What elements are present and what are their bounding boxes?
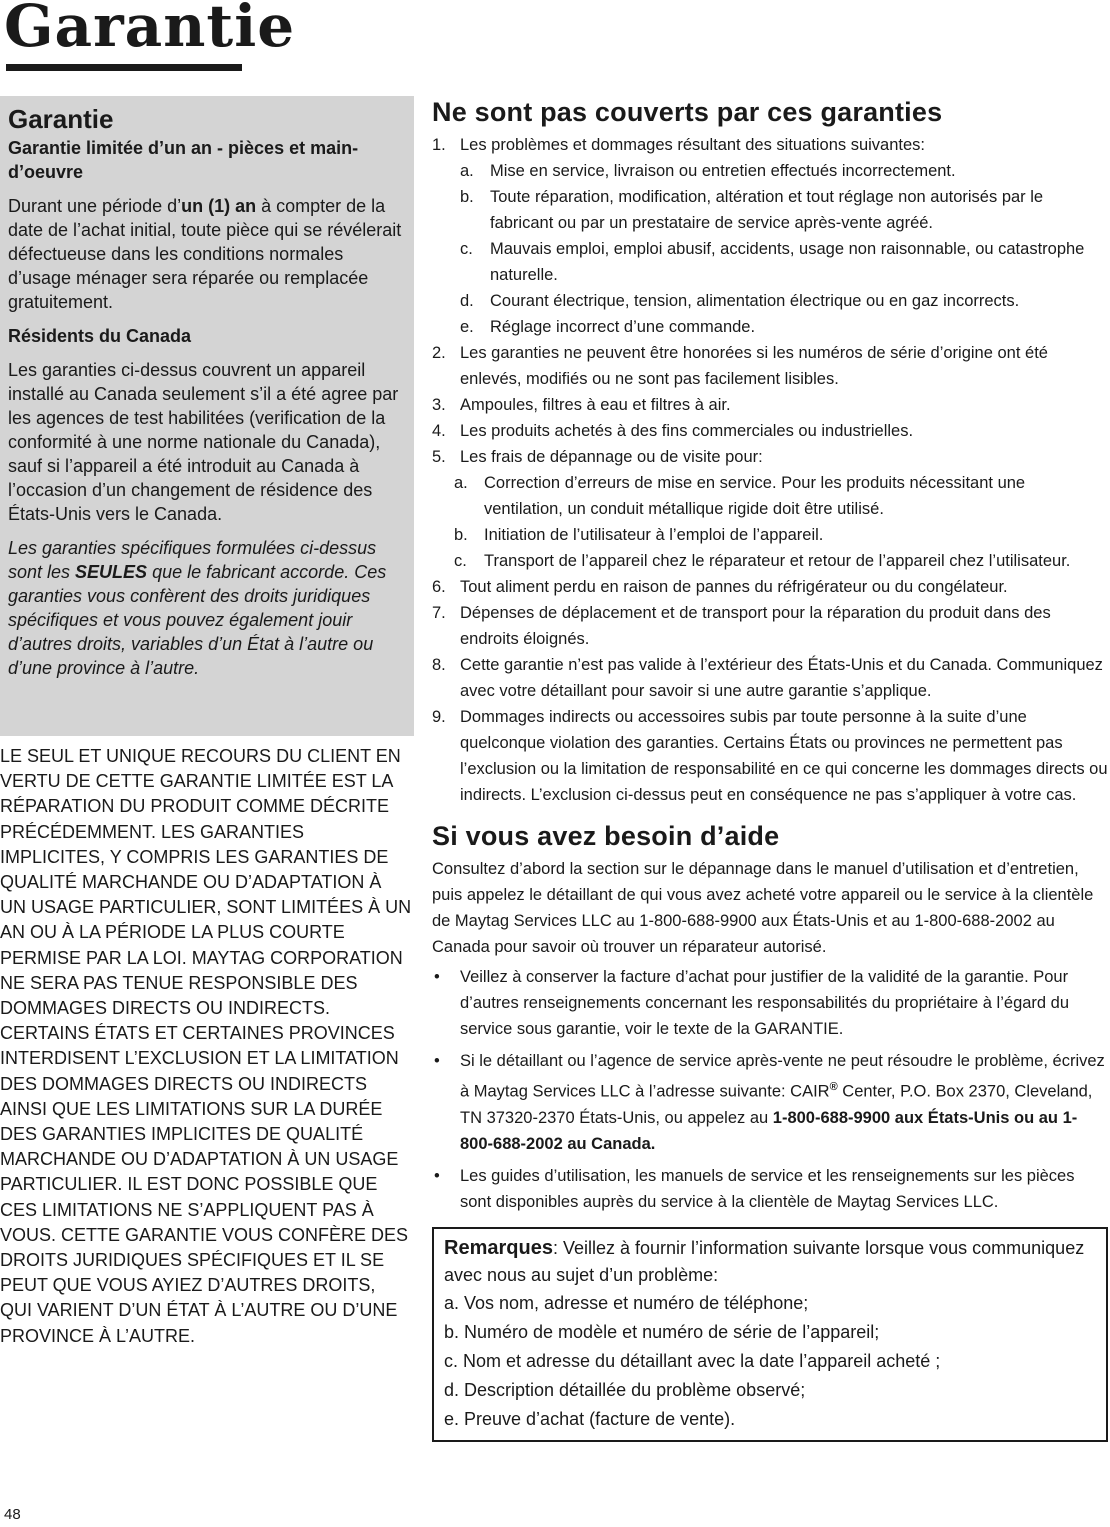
remarks-item: b. Numéro de modèle et numéro de série de l’appareil; bbox=[444, 1321, 880, 1342]
bullet-icon: • bbox=[434, 1052, 440, 1070]
help-bullet: • Les guides d’utilisation, les manuels de service et les renseignements sur les pièces sont disponibles auprès du service à la clientèle de Maytag Services LLC. bbox=[432, 1163, 1108, 1215]
list-item: 6. Tout aliment perdu en raison de pannes du réfrigérateur ou du congélateur. bbox=[432, 578, 1008, 596]
list-subitem: a. Mise en service, livraison ou entretien effectués incorrectement. bbox=[460, 162, 956, 180]
list-item: 9. Dommages indirects ou accessoires subis par toute personne à la suite d’une quelconque violation des garanties. Certains États ou provinces ne permettent pas l’exclusion ou la limitation de responsabilité en ce qui concerne les dommages directs ou indirects. L’exclusion ci-dessus peut en conséquence ne pas s’appliquer à votre cas. bbox=[432, 708, 1108, 804]
list-item: 8. Cette garantie n’est pas valide à l’extérieur des États-Unis et du Canada. Communiquez avec votre détaillant pour savoir si une autre garantie s’applique. bbox=[432, 656, 1103, 700]
remarks-title: Remarques bbox=[444, 1236, 553, 1259]
help-heading: Si vous avez besoin d’aide bbox=[432, 821, 780, 851]
warranty-intro: Durant une période d’un (1) an à compter de la date de l’achat initial, toute pièce qui se révélerait défectueuse dans les conditions normales d’usage ménager sera réparée ou remplacée gratuitement. bbox=[8, 196, 402, 312]
help-bullet: • Veillez à conserver la facture d’achat pour justifier de la validité de la garantie. Pour d’autres renseignements concernant les responsabilités du propriétaire à l’égard du service sous garantie, voir le texte de la GARANTIE. bbox=[432, 964, 1108, 1042]
list-subitem: a. Correction d’erreurs de mise en service. Pour les produits nécessitant une ventilation, un conduit métallique rigide doit être utilisé. bbox=[454, 474, 1026, 518]
not-covered-heading: Ne sont pas couverts par ces garanties bbox=[432, 97, 943, 127]
warranty-subheading: Garantie limitée d’un an - pièces et main-d’oeuvre bbox=[8, 138, 359, 182]
remarks-item: c. Nom et adresse du détaillant avec la date l’appareil acheté ; bbox=[444, 1350, 941, 1371]
page-title: Garantie bbox=[4, 0, 296, 60]
remarks-item: e. Preuve d’achat (facture de vente). bbox=[444, 1408, 736, 1429]
list-item: 3. Ampoules, filtres à eau et filtres à air. bbox=[432, 396, 731, 414]
remarks-item: a. Vos nom, adresse et numéro de téléphone; bbox=[444, 1292, 809, 1313]
bullet-icon: • bbox=[434, 1166, 440, 1185]
list-subitem: b. Initiation de l’utilisateur à l’emploi de l’appareil. bbox=[454, 526, 824, 544]
list-subitem: d. Courant électrique, tension, alimentation électrique ou en gaz incorrects. bbox=[460, 292, 1020, 310]
residents-title: Résidents du Canada bbox=[8, 326, 192, 346]
help-bullet: • Si le détaillant ou l’agence de service après-vente ne peut résoudre le problème, écrivez à Maytag Services LLC à l’adresse suivante: CAIR® Center, P.O. Box 2370, Cleveland, TN 37320-2370 États-Unis, ou appelez au 1-800-688-9900 aux États-Unis ou au 1-800-688-2002 au Canada. bbox=[432, 1048, 1108, 1157]
remarks-intro: Remarques: Veillez à fournir l’information suivante lorsque vous communiquez avec nous au sujet d’un problème: bbox=[444, 1236, 1085, 1285]
list-item: 5. Les frais de dépannage ou de visite pour: bbox=[432, 448, 763, 466]
list-item: 1. Les problèmes et dommages résultant des situations suivantes: bbox=[432, 136, 925, 154]
remarks-box bbox=[432, 1227, 1108, 1442]
left-column bbox=[0, 96, 414, 1349]
list-item: 4. Les produits achetés à des fins commerciales ou industrielles. bbox=[432, 422, 914, 440]
list-subitem: c. Mauvais emploi, emploi abusif, accidents, usage non raisonnable, ou catastrophe naturelle. bbox=[460, 240, 1085, 284]
list-subitem: c. Transport de l’appareil chez le réparateur et retour de l’appareil chez l’utilisateur. bbox=[454, 552, 1071, 570]
title-underline bbox=[6, 64, 242, 71]
right-column bbox=[432, 96, 1108, 1442]
residents-text: Les garanties ci-dessus couvrent un appareil installé au Canada seulement s’il a été agree par les agences de test habilitées (verification de la conformité à une norme nationale du Canada), sauf si l’appareil a été introduit au Canada à l’occasion d’un changement de résidence des États-Unis vers le Canada. bbox=[8, 360, 399, 524]
bullet-icon: • bbox=[434, 968, 440, 986]
warranty-heading: Garantie bbox=[8, 104, 114, 134]
list-subitem: e. Réglage incorrect d’une commande. bbox=[460, 318, 756, 336]
list-item: 2. Les garanties ne peuvent être honorées si les numéros de série d’origine ont été enlevés, modifiés ou ne sont pas facilement lisibles. bbox=[432, 344, 1048, 388]
warranty-box bbox=[0, 96, 414, 736]
sole-remedy-text: LE SEUL ET UNIQUE RECOURS DU CLIENT EN VERTU DE CETTE GARANTIE LIMITÉE EST LA RÉPARATION DU PRODUIT COMME DÉCRITE PRÉCÉDEMMENT. LES GARANTIES IMPLICITES, Y COMPRIS LES GARANTIES DE QUALITÉ MARCHANDE OU D’ADAPTATION À UN USAGE PARTICULIER, SONT LIMITÉES À UN AN OU À LA PÉRIODE LA PLUS COURTE PERMISE PAR LA LOI. MAYTAG CORPORATION NE SERA PAS TENUE RESPONSIBLE DES DOMMAGES DIRECTS OU INDIRECTS. CERTAINS ÉTATS ET CERTAINES PROVINCES INTERDISENT L’EXCLUSION ET LA LIMITATION DES DOMMAGES DIRECTS OU INDIRECTS AINSI QUE LES LIMITATIONS SUR LA DURÉE DES GARANTIES IMPLICITES DE QUALITÉ MARCHANDE OU D’ADAPTATION À UN USAGE PARTICULIER. IL EST DONC POSSIBLE QUE CES LIMITATIONS NE S’APPLIQUENT PAS À VOUS. CETTE GARANTIE VOUS CONFÈRE DES DROITS JURIDIQUES SPÉCIFIQUES ET IL SE PEUT QUE VOUS AYIEZ D’AUTRES DROITS, QUI VARIENT D’UN ÉTAT À L’AUTRE OU D’UNE PROVINCE À L’AUTRE. bbox=[0, 746, 412, 1346]
specific-warranties-text: Les garanties spécifiques formulées ci-dessus sont les SEULES que le fabricant accorde. Ces garanties vous confèrent des droits juridiques spécifiques et vous pouvez également jouir d’autres droits, variables d’un État à l’autre ou d’une province à l’autre. bbox=[8, 538, 387, 678]
page-number: 48 bbox=[4, 1506, 21, 1523]
list-item: 7. Dépenses de déplacement et de transport pour la réparation du produit dans des endroits éloignés. bbox=[432, 604, 1051, 648]
help-intro: Consultez d’abord la section sur le dépannage dans le manuel d’utilisation et d’entretien, puis appelez le détaillant de qui vous avez acheté votre appareil ou le service à la clientèle de Maytag Services LLC au 1-800-688-9900 aux États-Unis et au 1-800-688-2002 au Canada pour savoir où trouver un réparateur autorisé. bbox=[432, 860, 1094, 956]
remarks-item: d. Description détaillée du problème observé; bbox=[444, 1379, 806, 1400]
list-subitem: b. Toute réparation, modification, altération et tout réglage non autorisés par le fabricant ou par un prestataire de service après-vente agréé. bbox=[460, 188, 1044, 232]
